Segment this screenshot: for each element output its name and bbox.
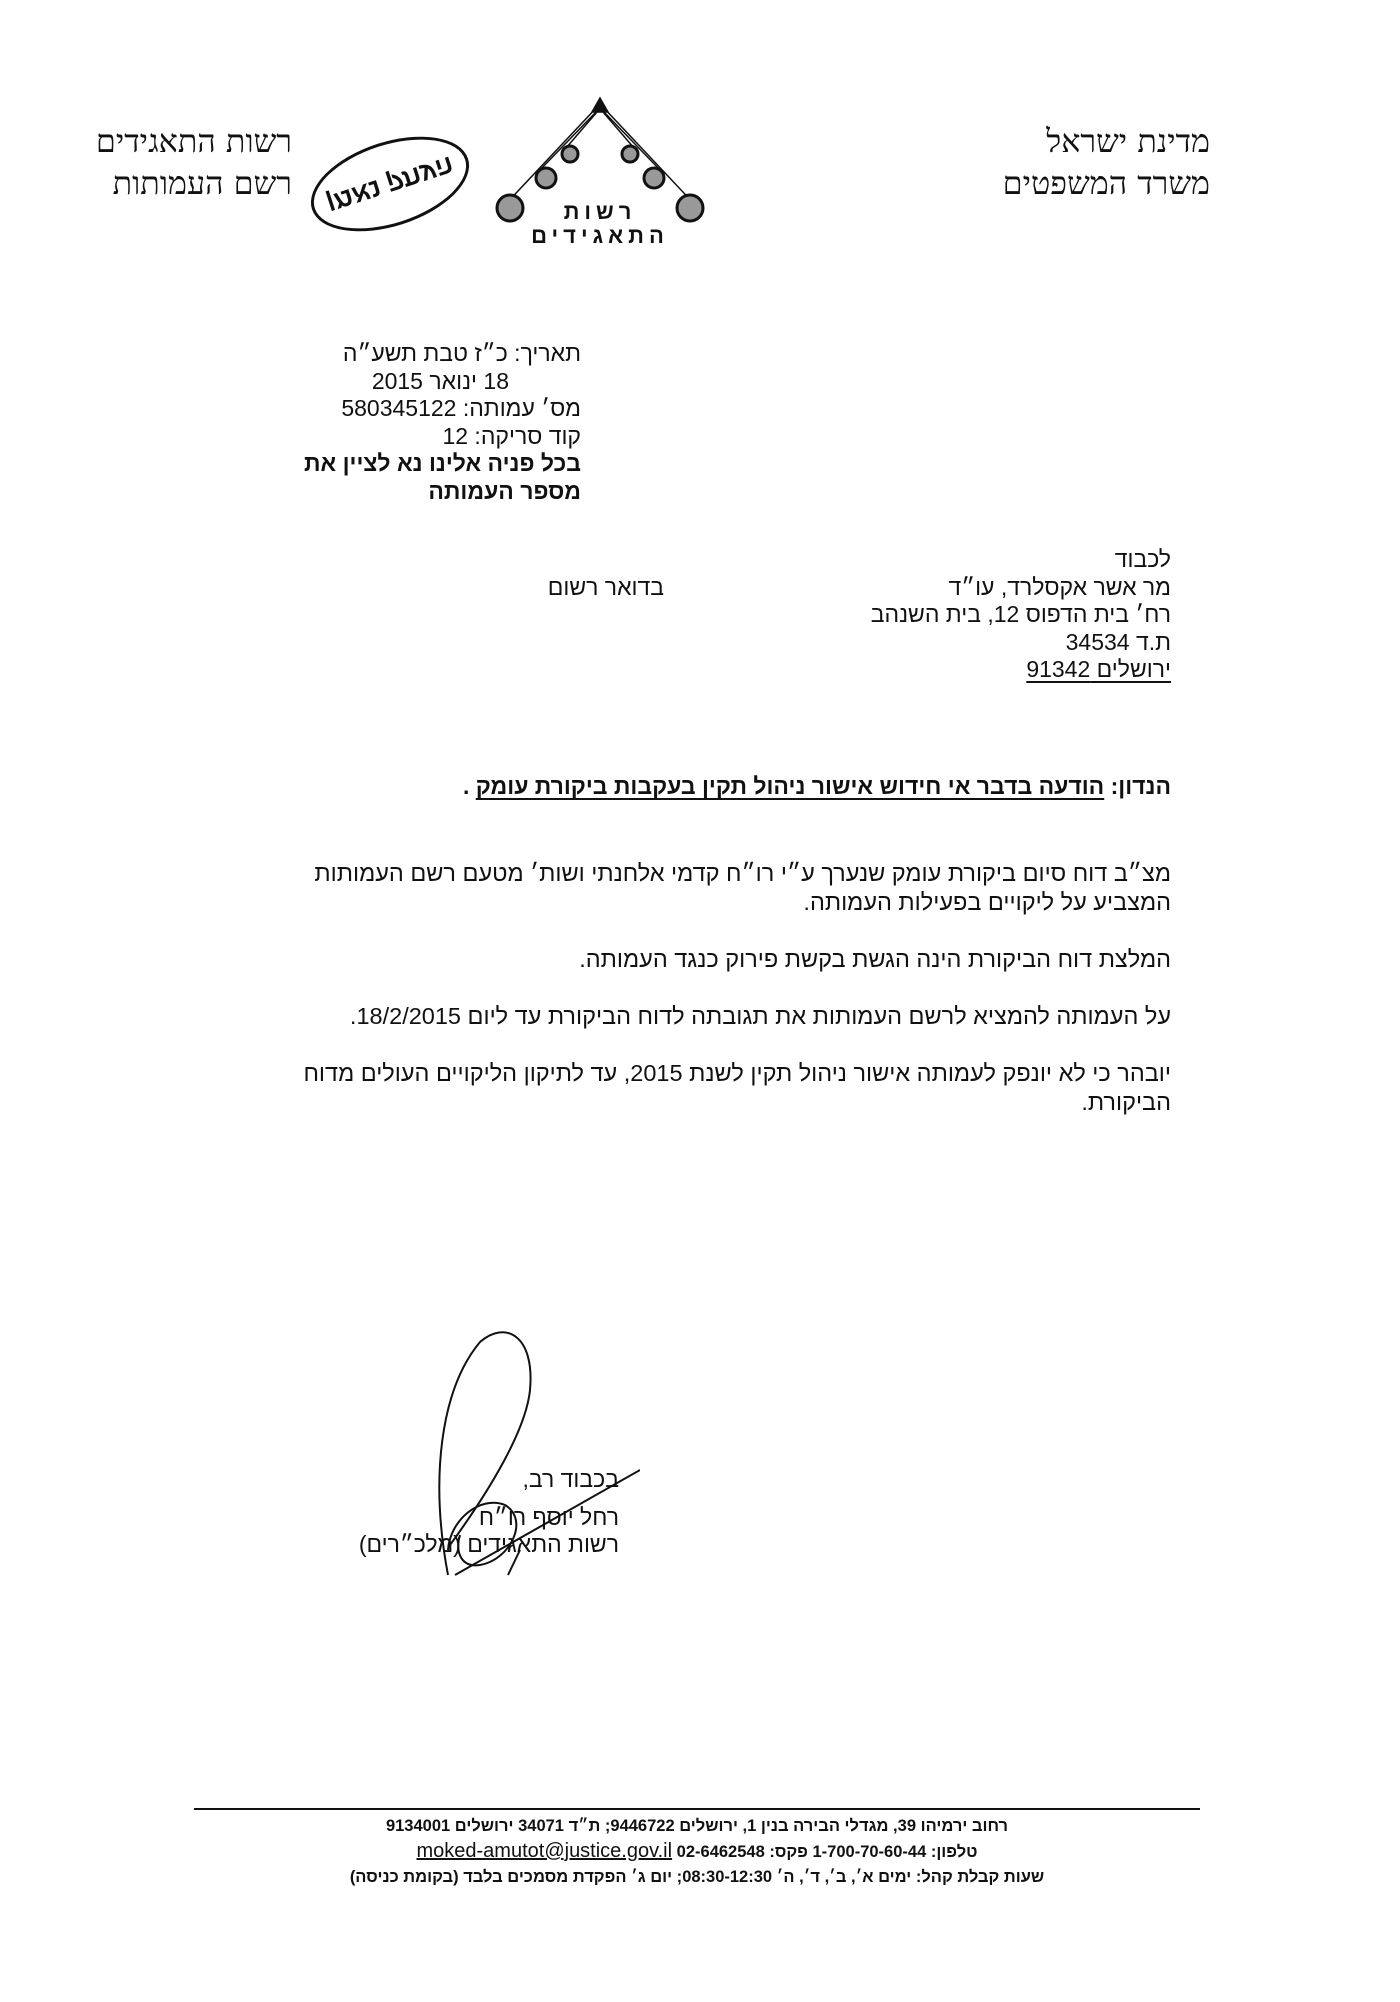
header-authority: רשות התאגידים xyxy=(95,122,292,160)
signature-block xyxy=(359,1466,619,1559)
footer-phone: טלפון: 1-700-70-60-44 פקס: 02-6462548 xyxy=(676,1843,978,1861)
notice-line2: מספר העמותה xyxy=(428,477,581,504)
recipient-salutation: לכבוד xyxy=(1114,546,1171,572)
corporations-authority-logo xyxy=(480,96,720,256)
letter-body xyxy=(234,859,1171,1117)
footer xyxy=(194,1814,1200,1889)
recipient-city: ירושלים 91342 xyxy=(1026,656,1171,682)
header-state: מדינת ישראל xyxy=(1046,122,1210,160)
true-copy-stamp xyxy=(299,119,481,250)
stamp-text: העתק נאמן xyxy=(322,149,458,220)
header-registrar: רשם העמותות xyxy=(112,164,292,202)
body-paragraph: יובהר כי לא יונפק לעמותה אישור ניהול תקין לשנת 2015, עד לתיקון הליקויים העולים מדוח הביקורת. xyxy=(303,1060,1171,1115)
subject-text: הודעה בדבר אי חידוש אישור ניהול תקין בעקבות ביקורת עומק xyxy=(475,773,1105,799)
delivery-method: בדואר רשום xyxy=(547,574,664,600)
logo-text-line2: התאגידים xyxy=(531,223,669,248)
date-gregorian: 18 ינואר 2015 xyxy=(371,367,509,394)
amuta-number: מס׳ עמותה: 580345122 xyxy=(341,395,581,421)
recipient-name: מר אשר אקסלרד, עו״ד xyxy=(948,573,1171,600)
notice-line1: בכל פניה אלינו נא לציין את xyxy=(304,450,581,476)
subject-line: הנדון: הודעה בדבר אי חידוש אישור ניהול תקין בעקבות ביקורת עומק . xyxy=(462,773,1171,799)
signer-title: רשות התאגידים (מלכ״רים) xyxy=(358,1531,619,1557)
scan-code: קוד סריקה: 12 xyxy=(442,422,581,449)
recipient-block xyxy=(871,546,1171,684)
body-paragraph: מצ״ב דוח סיום ביקורת עומק שנערך ע״י רו״ח קדמי אלחנתי ושות׳ מטעם רשם העמותות המצביע על ליקויים בפעילות העמותה. xyxy=(314,860,1171,915)
closing: בכבוד רב, xyxy=(522,1466,619,1492)
recipient-po-box: ת.ד 34534 xyxy=(1065,628,1171,655)
subject-label: הנדון: xyxy=(1110,773,1171,799)
header-ministry: משרד המשפטים xyxy=(1002,164,1210,202)
logo-text xyxy=(480,200,720,248)
footer-hours: שעות קבלת קהל: ימים א׳, ב׳, ד׳, ה׳ 08:30-12:30; יום ג׳ הפקדת מסמכים בלבד (בקומת כניסה) xyxy=(349,1868,1045,1886)
body-paragraph: המלצת דוח הביקורת הינה הגשת בקשת פירוק כנגד העמותה. xyxy=(579,946,1171,972)
authority-header xyxy=(52,120,292,204)
footer-address: רחוב ירמיהו 39, מגדלי הבירה בנין 1, ירושלים 9446722; ת״ד 34071 ירושלים 9134001 xyxy=(385,1817,1009,1835)
signer-name: רחל יוסף רו״ח xyxy=(478,1503,619,1530)
footer-email-link[interactable]: moked-amutot@justice.gov.il xyxy=(416,1840,673,1862)
letter-meta xyxy=(304,340,581,505)
body-paragraph: על העמותה להמציא לרשם העמותות את תגובתה לדוח הביקורת עד ליום 18/2/2015. xyxy=(349,1003,1171,1029)
footer-divider xyxy=(194,1808,1200,1810)
date-hebrew: תאריך: כ״ז טבת תשע״ה xyxy=(342,340,581,366)
recipient-street: רח׳ בית הדפוס 12, בית השנהב xyxy=(870,601,1171,627)
ministry-header xyxy=(1003,120,1210,204)
logo-text-line1: רשות xyxy=(563,199,637,224)
